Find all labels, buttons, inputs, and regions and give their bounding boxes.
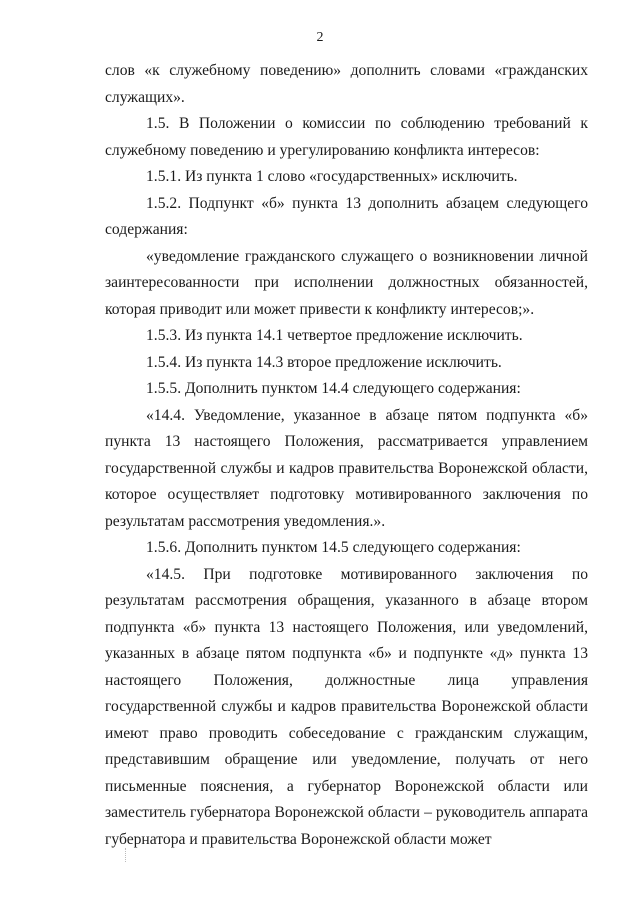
paragraph-1-5-4: 1.5.4. Из пункта 14.3 второе предложение исключить. — [146, 353, 502, 371]
page-number: 2 — [316, 30, 324, 45]
document-body — [105, 58, 588, 853]
paragraph-continuation: слов «к служебному поведению» дополнить словами «гражданских служащих». — [105, 62, 588, 106]
paragraph-1-5-2: 1.5.2. Подпункт «б» пункта 13 дополнить абзацем следующего содержания: — [105, 194, 588, 238]
paragraph-1-5-3: 1.5.3. Из пункта 14.1 четвертое предложение исключить. — [146, 327, 523, 344]
paragraph-1-5-6: 1.5.6. Дополнить пунктом 14.5 следующего содержания: — [146, 539, 521, 556]
paragraph-1-5-5: 1.5.5. Дополнить пунктом 14.4 следующего содержания: — [146, 380, 521, 397]
paragraph-quote-14-4: «14.4. Уведомление, указанное в абзаце пятом подпункта «б» пункта 13 настоящего Положения, рассматривается управлением государственной службы и кадров правительства Воронежской области, которое осуществляет подготовку мотивированного заключения по результатам рассмотрения уведомления.». — [105, 406, 588, 530]
paragraph-1-5: 1.5. В Положении о комиссии по соблюдению требований к служебному поведению и урегулированию конфликта интересов: — [105, 115, 588, 159]
paragraph-1-5-1: 1.5.1. Из пункта 1 слово «государственных» исключить. — [146, 168, 518, 185]
paragraph-quote-14-5: «14.5. При подготовке мотивированного заключения по результатам рассмотрения обращения, указанного в абзаце втором подпункта «б» пункта 13 настоящего Положения, или уведомлений, указанных в абзаце пятом подпункта «б» и подпункте «д» пункта 13 настоящего Положения, должностные лица управления государственной службы и кадров правительства Воронежской области имеют право проводить собеседование с гражданским служащим, представившим обращение или уведомление, получать от него письменные пояснения, а губернатор Воронежской области или заместитель губернатора Воронежской области – руководитель аппарата губернатора и правительства Воронежской области может — [105, 565, 588, 848]
paragraph-quote-notification: «уведомление гражданского служащего о возникновении личной заинтересованности при исполнении должностных обязанностей, которая приводит или может привести к конфликту интересов;». — [105, 247, 588, 318]
scan-mark — [125, 848, 127, 862]
